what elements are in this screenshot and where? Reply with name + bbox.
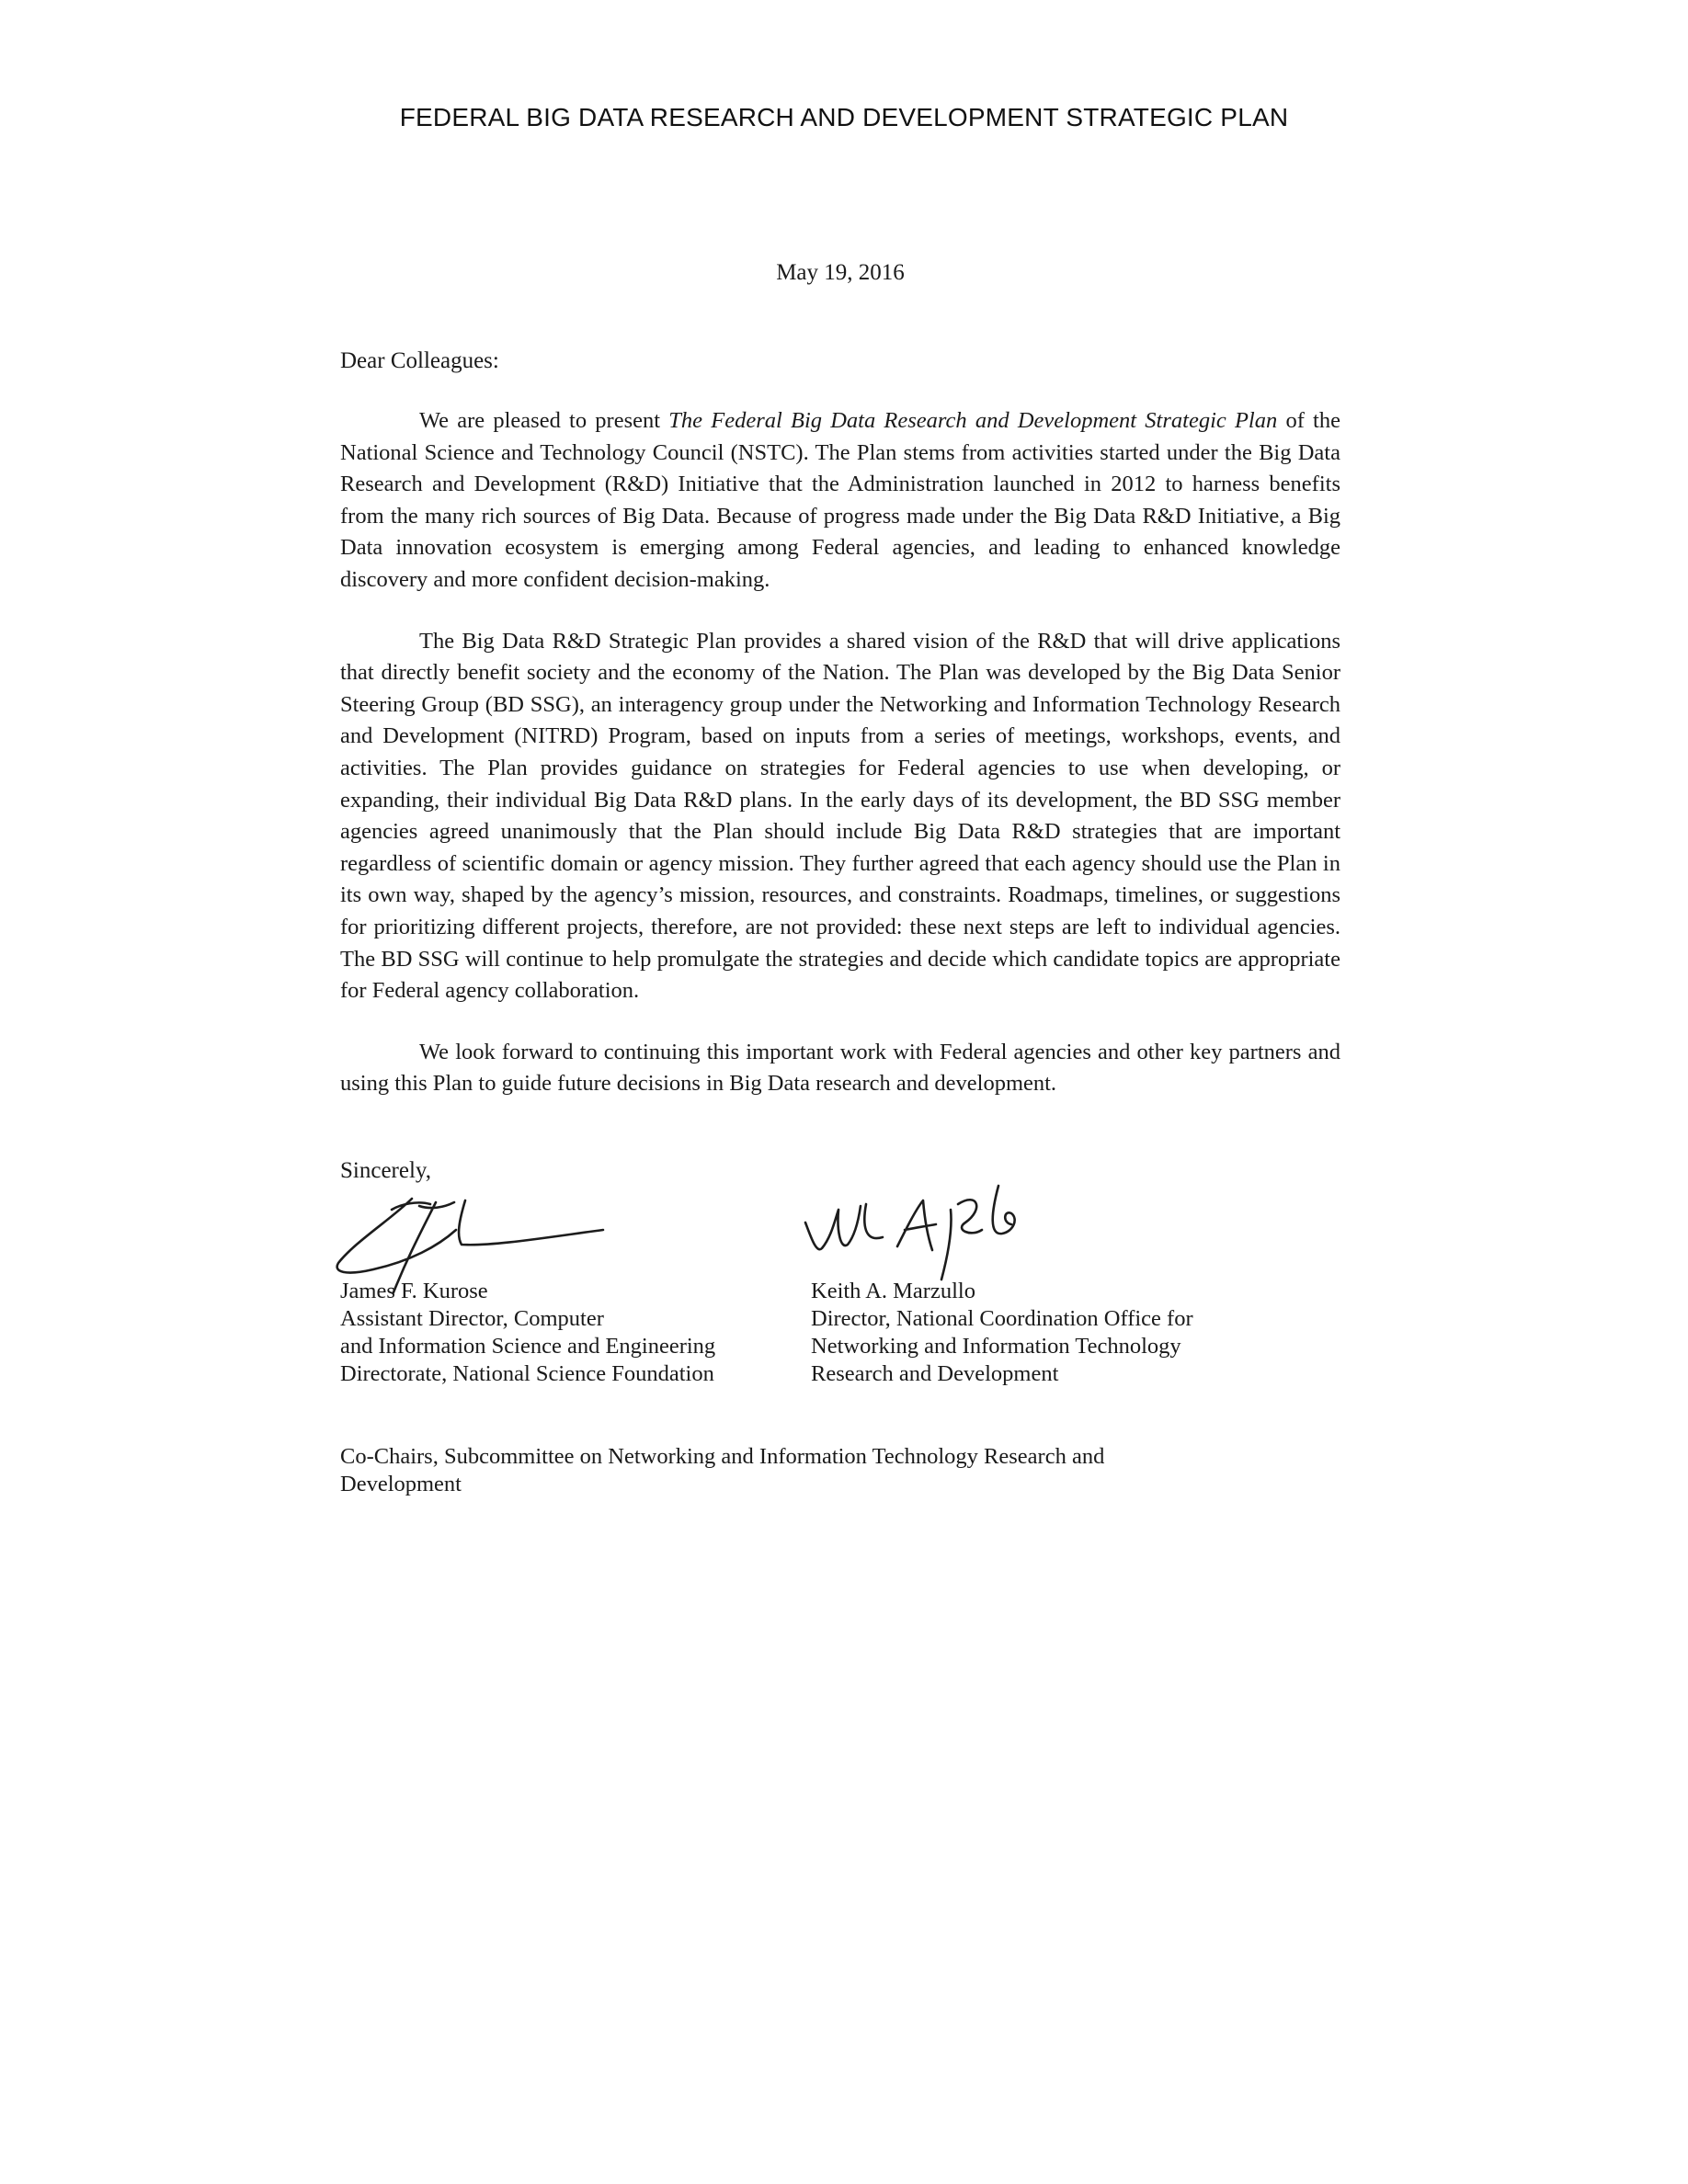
signatory-title-line: Director, National Coordination Office for <box>811 1306 1193 1331</box>
paragraph-1-intro: We are pleased to present <box>419 408 669 433</box>
letter-date: May 19, 2016 <box>776 260 905 285</box>
signatory-title-line: and Information Science and Engineering <box>340 1334 716 1359</box>
signatory-kurose <box>340 1278 772 1388</box>
signatory-title-line: Networking and Information Technology <box>811 1334 1181 1359</box>
signatory-title-line: Directorate, National Science Foundation <box>340 1361 714 1386</box>
paragraph-2: The Big Data R&D Strategic Plan provides a shared vision of the R&D that will drive applications that directly benefit society and the economy of the Nation. The Plan was developed by the Big Data Senior Steering Group (BD SSG), an interagency group under the Networking and Information Technology Research and Development (NITRD) Program, based on inputs from a series of meetings, workshops, events, and activities. The Plan provides guidance on strategies for Federal agencies to use when developing, or expanding, their individual Big Data R&D plans. In the early days of its development, the BD SSG member agencies agreed unanimously that the Plan should include Big Data R&D strategies that are important regardless of scientific domain or agency mission. They further agreed that each agency should use the Plan in its own way, shaped by the agency’s mission, resources, and constraints. Roadmaps, timelines, or suggestions for prioritizing different projects, therefore, are not provided: these next steps are left to individual agencies. The BD SSG will continue to help promulgate the strategies and decide which candidate topics are appropriate for Federal agency collaboration. <box>340 628 1340 1004</box>
signatory-title-line: Research and Development <box>811 1361 1059 1386</box>
paragraph-3: We look forward to continuing this important work with Federal agencies and other key partners and using this Plan to guide future decisions in Big Data research and development. <box>340 1039 1340 1097</box>
signature-marzullo-icon <box>794 1182 1052 1283</box>
signatory-name: Keith A. Marzullo <box>811 1279 975 1303</box>
signatory-title-line: Assistant Director, Computer <box>340 1306 604 1331</box>
paragraph-1 <box>340 405 1340 597</box>
cochairs-note <box>340 1443 1260 1498</box>
running-header: FEDERAL BIG DATA RESEARCH AND DEVELOPMENT STRATEGIC PLAN <box>399 103 1289 131</box>
plan-title: The Federal Big Data Research and Development Strategic Plan <box>668 408 1278 433</box>
cochairs-line: Development <box>340 1472 462 1496</box>
salutation: Dear Colleagues: <box>340 348 499 373</box>
signatory-marzullo <box>811 1278 1326 1388</box>
signatory-name: James F. Kurose <box>340 1279 488 1303</box>
closing: Sincerely, <box>340 1158 432 1183</box>
letter-body <box>340 405 1340 1130</box>
cochairs-line: Co-Chairs, Subcommittee on Networking and Information Technology Research and <box>340 1444 1105 1469</box>
paragraph-1-rest: of the National Science and Technology Council (NSTC). The Plan stems from activities started under the Big Data Research and Development (R&D) Initiative that the Administration launched in 2012 to harness benefits from the many rich sources of Big Data. Because of progress made under the Big Data R&D Initiative, a Big Data innovation ecosystem is emerging among Federal agencies, and leading to enhanced knowledge discovery and more confident decision-making. <box>340 408 1340 592</box>
